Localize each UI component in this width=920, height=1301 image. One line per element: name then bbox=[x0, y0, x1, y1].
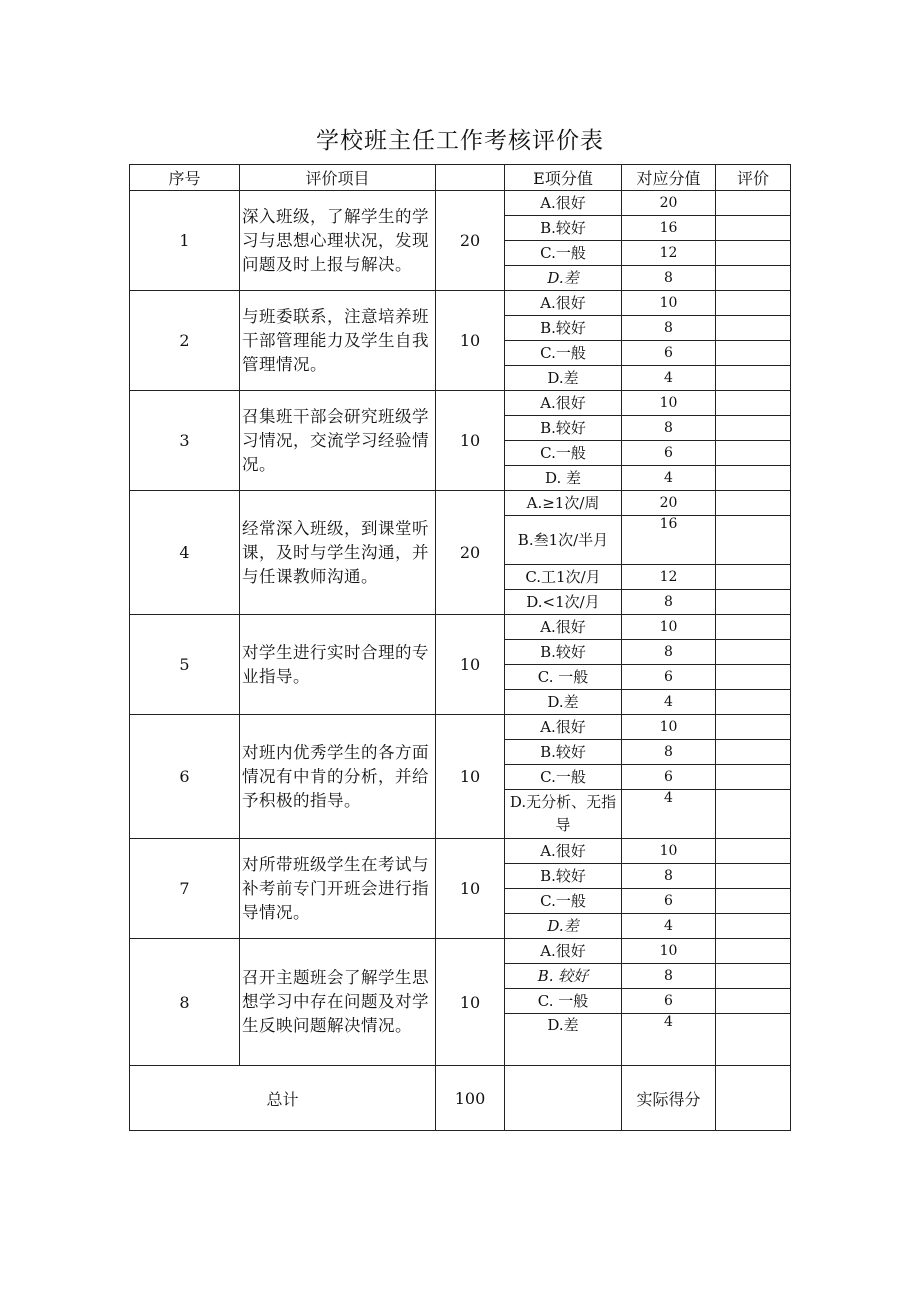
option-label: C. 一般 bbox=[505, 989, 622, 1014]
total-empty-cell bbox=[505, 1066, 622, 1131]
evaluation-cell[interactable] bbox=[716, 640, 791, 665]
option-value: 8 bbox=[622, 266, 716, 291]
option-label: B. 较好 bbox=[505, 964, 622, 989]
option-label: D.<1次/月 bbox=[505, 590, 622, 615]
evaluation-cell[interactable] bbox=[716, 291, 791, 316]
header-item: 评价项目 bbox=[240, 165, 436, 191]
evaluation-cell[interactable] bbox=[716, 441, 791, 466]
option-label: A.很好 bbox=[505, 839, 622, 864]
option-label: A.很好 bbox=[505, 391, 622, 416]
actual-score-cell[interactable] bbox=[716, 1066, 791, 1131]
option-value: 10 bbox=[622, 615, 716, 640]
row-number: 3 bbox=[130, 391, 240, 491]
option-label: B.叁1次/半月 bbox=[505, 516, 622, 565]
option-label: B.较好 bbox=[505, 316, 622, 341]
evaluation-cell[interactable] bbox=[716, 266, 791, 291]
table-row bbox=[130, 615, 791, 640]
option-label: D. 差 bbox=[505, 466, 622, 491]
evaluation-table bbox=[129, 164, 791, 1131]
option-value: 4 bbox=[622, 1014, 716, 1066]
table-row bbox=[130, 491, 791, 516]
option-value: 4 bbox=[622, 690, 716, 715]
total-label: 总计 bbox=[130, 1066, 436, 1131]
evaluation-cell[interactable] bbox=[716, 889, 791, 914]
option-value: 8 bbox=[622, 416, 716, 441]
option-label: A.很好 bbox=[505, 615, 622, 640]
evaluation-cell[interactable] bbox=[716, 914, 791, 939]
header-value: 对应分值 bbox=[622, 165, 716, 191]
header-evaluation: 评价 bbox=[716, 165, 791, 191]
option-label: D.差 bbox=[505, 366, 622, 391]
row-item: 经常深入班级，到课堂听课，及时与学生沟通，并与任课教师沟通。 bbox=[240, 491, 436, 615]
option-label: B.较好 bbox=[505, 864, 622, 889]
option-label: D.差 bbox=[505, 914, 622, 939]
option-value: 8 bbox=[622, 640, 716, 665]
row-score: 10 bbox=[436, 715, 505, 839]
row-score: 10 bbox=[436, 615, 505, 715]
row-number: 5 bbox=[130, 615, 240, 715]
evaluation-cell[interactable] bbox=[716, 740, 791, 765]
header-option: E项分值 bbox=[505, 165, 622, 191]
option-value: 10 bbox=[622, 291, 716, 316]
total-row bbox=[130, 1066, 791, 1131]
row-number: 1 bbox=[130, 191, 240, 291]
table-row bbox=[130, 291, 791, 316]
evaluation-cell[interactable] bbox=[716, 939, 791, 964]
option-value: 4 bbox=[622, 790, 716, 839]
option-label: C.一般 bbox=[505, 241, 622, 266]
option-label: B.较好 bbox=[505, 216, 622, 241]
option-value: 4 bbox=[622, 914, 716, 939]
row-number: 6 bbox=[130, 715, 240, 839]
evaluation-cell[interactable] bbox=[716, 590, 791, 615]
row-item: 对学生进行实时合理的专业指导。 bbox=[240, 615, 436, 715]
option-value: 4 bbox=[622, 366, 716, 391]
option-label: C.一般 bbox=[505, 765, 622, 790]
row-score: 10 bbox=[436, 839, 505, 939]
option-value: 10 bbox=[622, 715, 716, 740]
evaluation-cell[interactable] bbox=[716, 839, 791, 864]
option-value: 10 bbox=[622, 939, 716, 964]
option-value: 8 bbox=[622, 590, 716, 615]
row-item: 与班委联系，注意培养班干部管理能力及学生自我管理情况。 bbox=[240, 291, 436, 391]
option-label: C.工1次/月 bbox=[505, 565, 622, 590]
option-label: D.无分析、无指导 bbox=[505, 790, 622, 839]
option-value: 6 bbox=[622, 665, 716, 690]
row-number: 4 bbox=[130, 491, 240, 615]
row-score: 20 bbox=[436, 491, 505, 615]
option-value: 16 bbox=[622, 216, 716, 241]
actual-score-label: 实际得分 bbox=[622, 1066, 716, 1131]
evaluation-cell[interactable] bbox=[716, 491, 791, 516]
evaluation-cell[interactable] bbox=[716, 790, 791, 839]
option-label: A.很好 bbox=[505, 715, 622, 740]
option-value: 6 bbox=[622, 989, 716, 1014]
table-row bbox=[130, 715, 791, 740]
table-row bbox=[130, 391, 791, 416]
row-item: 对所带班级学生在考试与补考前专门开班会进行指导情况。 bbox=[240, 839, 436, 939]
option-value: 6 bbox=[622, 889, 716, 914]
evaluation-cell[interactable] bbox=[716, 366, 791, 391]
row-score: 10 bbox=[436, 291, 505, 391]
option-value: 12 bbox=[622, 565, 716, 590]
evaluation-cell[interactable] bbox=[716, 690, 791, 715]
option-label: A.很好 bbox=[505, 939, 622, 964]
evaluation-cell[interactable] bbox=[716, 715, 791, 740]
row-item: 深入班级，了解学生的学习与思想心理状况，发现问题及时上报与解决。 bbox=[240, 191, 436, 291]
option-value: 10 bbox=[622, 391, 716, 416]
option-value: 6 bbox=[622, 341, 716, 366]
evaluation-cell[interactable] bbox=[716, 341, 791, 366]
page-title: 学校班主任工作考核评价表 bbox=[316, 128, 604, 154]
table-row bbox=[130, 939, 791, 964]
evaluation-cell[interactable] bbox=[716, 864, 791, 889]
option-label: C.一般 bbox=[505, 889, 622, 914]
evaluation-cell[interactable] bbox=[716, 241, 791, 266]
row-number: 2 bbox=[130, 291, 240, 391]
option-value: 8 bbox=[622, 964, 716, 989]
evaluation-cell[interactable] bbox=[716, 391, 791, 416]
row-item: 召开主题班会了解学生思想学习中存在问题及对学生反映问题解决情况。 bbox=[240, 939, 436, 1066]
option-label: C.一般 bbox=[505, 441, 622, 466]
evaluation-cell[interactable] bbox=[716, 615, 791, 640]
option-label: C.一般 bbox=[505, 341, 622, 366]
table-header-row bbox=[130, 165, 791, 191]
evaluation-cell[interactable] bbox=[716, 964, 791, 989]
option-label: B.较好 bbox=[505, 740, 622, 765]
row-number: 7 bbox=[130, 839, 240, 939]
option-value: 6 bbox=[622, 441, 716, 466]
evaluation-cell[interactable] bbox=[716, 191, 791, 216]
evaluation-cell[interactable] bbox=[716, 989, 791, 1014]
evaluation-cell[interactable] bbox=[716, 316, 791, 341]
row-number: 8 bbox=[130, 939, 240, 1066]
option-label: C. 一般 bbox=[505, 665, 622, 690]
total-score: 100 bbox=[436, 1066, 505, 1131]
option-value: 6 bbox=[622, 765, 716, 790]
evaluation-cell[interactable] bbox=[716, 216, 791, 241]
option-value: 8 bbox=[622, 316, 716, 341]
evaluation-cell[interactable] bbox=[716, 765, 791, 790]
evaluation-cell[interactable] bbox=[716, 665, 791, 690]
row-score: 10 bbox=[436, 391, 505, 491]
evaluation-cell[interactable] bbox=[716, 565, 791, 590]
row-score: 20 bbox=[436, 191, 505, 291]
option-value: 16 bbox=[622, 516, 716, 565]
option-label: B.较好 bbox=[505, 640, 622, 665]
option-label: A.≥1次/周 bbox=[505, 491, 622, 516]
option-value: 8 bbox=[622, 740, 716, 765]
option-value: 8 bbox=[622, 864, 716, 889]
option-label: D.差 bbox=[505, 266, 622, 291]
option-label: B.较好 bbox=[505, 416, 622, 441]
option-label: D.差 bbox=[505, 1014, 622, 1066]
evaluation-cell[interactable] bbox=[716, 466, 791, 491]
table-row bbox=[130, 839, 791, 864]
option-value: 4 bbox=[622, 466, 716, 491]
header-no: 序号 bbox=[130, 165, 240, 191]
option-label: A.很好 bbox=[505, 291, 622, 316]
evaluation-cell[interactable] bbox=[716, 516, 791, 565]
row-score: 10 bbox=[436, 939, 505, 1066]
option-value: 20 bbox=[622, 191, 716, 216]
row-item: 召集班干部会研究班级学习情况，交流学习经验情况。 bbox=[240, 391, 436, 491]
table-row bbox=[130, 191, 791, 216]
header-score bbox=[436, 165, 505, 191]
evaluation-cell[interactable] bbox=[716, 1014, 791, 1066]
option-label: A.很好 bbox=[505, 191, 622, 216]
option-label: D.差 bbox=[505, 690, 622, 715]
row-item: 对班内优秀学生的各方面情况有中肯的分析，并给予积极的指导。 bbox=[240, 715, 436, 839]
option-value: 12 bbox=[622, 241, 716, 266]
option-value: 10 bbox=[622, 839, 716, 864]
option-value: 20 bbox=[622, 491, 716, 516]
evaluation-cell[interactable] bbox=[716, 416, 791, 441]
